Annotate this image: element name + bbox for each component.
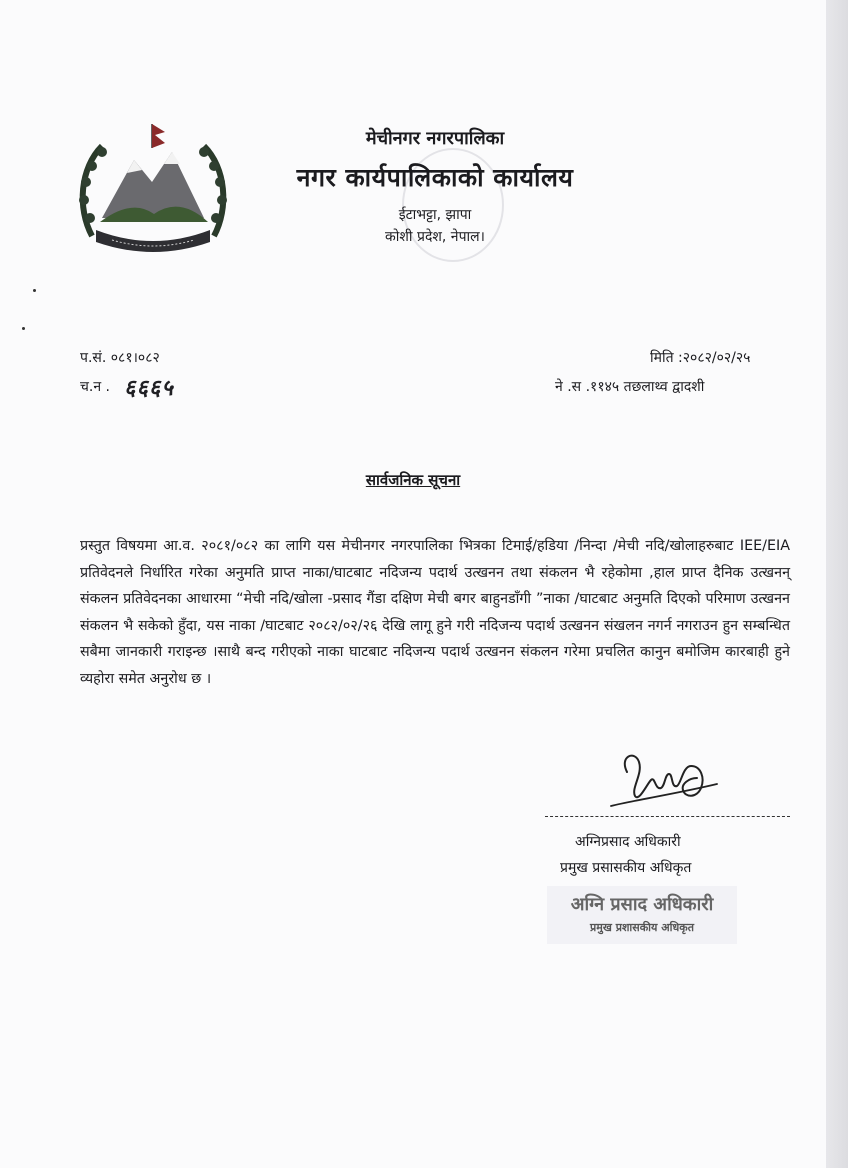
municipality-name: मेचीनगर नगरपालिका <box>365 128 505 149</box>
scan-speck <box>22 327 25 330</box>
scan-edge <box>826 0 848 1168</box>
date: मिति :२०८२/०२/२५ <box>650 350 751 366</box>
reference-number: प.सं. ०८१।०८२ <box>80 350 160 366</box>
chalani-label: च.न . <box>80 379 111 395</box>
signatory-designation: प्रमुख प्रसासकीय अधिकृत <box>560 860 692 876</box>
stamp-name: अग्नि प्रसाद अधिकारी <box>570 894 714 915</box>
stamp-designation: प्रमुख प्रशासकीय अधिकृत <box>590 921 694 934</box>
notice-body: प्रस्तुत विषयमा आ.व. २०८१/०८२ का लागि यस मेचीनगर नगरपालिका भित्रका टिमाई/हडिया /निन्दा /मेची नदि/खोलाहरुबाट IEE/EIA प्रतिवेदनले निर्धारित गरेका अनुमति प्राप्त नाका/घाटबाट नदिजन्य पदार्थ उत्खनन तथा संकलन भै रहेकोमा ,हाल प्राप्त दैनिक उत्खनन् संकलन प्रतिवेदनका आधारमा “मेची नदि/खोला -प्रसाद गैंडा दक्षिण मेची बगर बाहुनडाँगी ”नाका /घाटबाट अनुमति दिएको परिमाण उत्खनन संकलन भै सकेको हुँदा, यस नाका /घाटबाट २०८२/०२/२६ देखि लागू हुने गरी नदिजन्य पदार्थ उत्खनन संखलन नगर्न नगराउन हुन सम्बन्धित सबैमा जानकारी गराइन्छ ।साथै बन्द गरीएको नाका घाटबाट नदिजन्य पदार्थ उत्खनन संकलन गरेमा प्रचलित कानुन बमोजिम कारबाही हुने व्यहोरा समेत अनुरोध छ । <box>80 538 790 687</box>
scan-speck <box>33 289 36 292</box>
office-address: ईटाभट्टा, झापा <box>398 207 472 223</box>
signatory-name: अग्निप्रसाद अधिकारी <box>575 834 681 850</box>
office-name: नगर कार्यपालिकाको कार्यालय <box>296 163 574 192</box>
nepal-government-emblem-icon <box>72 118 234 258</box>
chalani-number: ६६६५ <box>124 375 174 401</box>
office-province: कोशी प्रदेश, नेपाल। <box>385 229 485 245</box>
notice-title: सार्वजनिक सूचना <box>365 471 461 489</box>
handwritten-signature-icon <box>605 744 725 814</box>
signature-line <box>545 816 790 817</box>
nepal-sambat-date: ने .स .११४५ तछलाथ्व द्वादशी <box>555 379 705 395</box>
